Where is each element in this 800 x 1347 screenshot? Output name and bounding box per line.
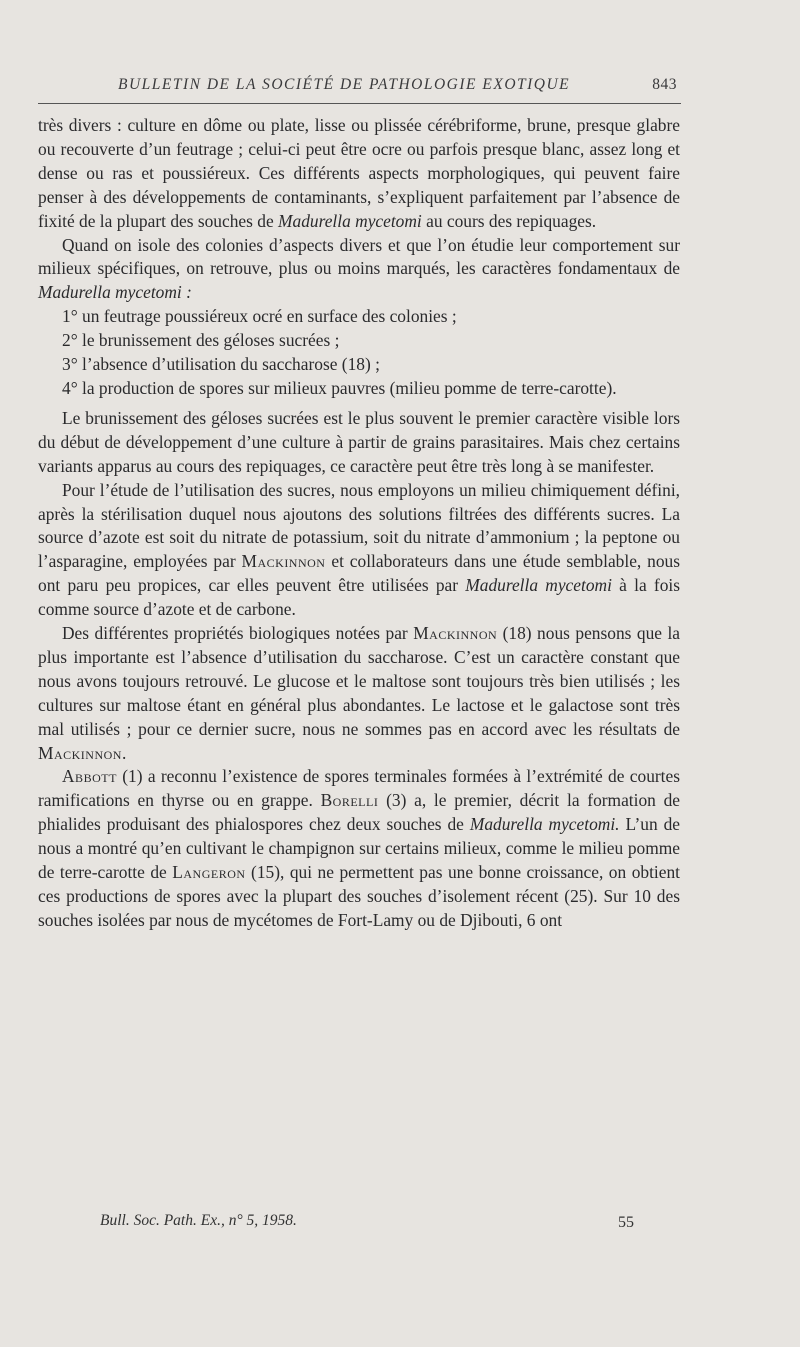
text-run: (15), qui ne permettent pas une bonne croissance, on obtient ces productions de spores avec la plupart des souches d’isolement récent (25). Sur 10 des souches isolées par nous de mycétomes de Fort-Lamy ou de Djibouti, 6 ont [38,862,680,930]
italic-text: Madurella mycetomi. [469,814,620,835]
page-footer [38,1212,680,1236]
signature-mark: 55 [618,1214,634,1231]
author-name: Borelli [320,790,379,811]
text-run: (18) nous pensons que la plus importante est l’absence d’utilisation du saccharose. C’est un caractère constant que nous avons toujours retrouvé. Le glucose et le maltose sont toujours très bien utilisés ; les cultures sur maltose étant en général plus abondantes. Le lactose et le galactose sont très mal utilisés ; pour ce dernier sucre, nous ne sommes pas en accord avec les résultats de [38,623,680,739]
author-name: Mackinnon [38,742,122,763]
paragraph [38,407,680,479]
article-body [38,114,680,933]
list-item: 1° un feutrage poussiéreux ocré en surface des colonies ; [62,306,457,327]
text-run: très divers : culture en dôme ou plate, lisse ou plissée cérébriforme, brune, presque glabre ou recouverte d’un feutrage ; celui-ci peut être ocre ou parfois presque blanc, assez long et dense ou ras et poussiéreux. Ces différents aspects morphologiques, qui peuvent faire penser à des développements de contaminants, s’expliquent parfaitement par l’absence de fixité de la plupart des souches de [38,115,680,231]
list-item: 3° l’absence d’utilisation du saccharose (18) ; [62,354,380,375]
text-run: L’un de nous a montré qu’en cultivant le champignon sur certains milieux, comme le milieu pomme de terre-carotte de [38,814,680,883]
author-name: Langeron [172,862,246,883]
text-run: . [121,742,127,763]
text-run: à la fois comme source d’azote et de carbone. [38,575,680,620]
italic-text: Madurella mycetomi [465,575,612,596]
list-item: 2° le brunissement des géloses sucrées ; [62,330,340,351]
text-run: Pour l’étude de l’utilisation des sucres, nous employons un milieu chimiquement défini, après la stérilisation duquel nous ajoutons des solutions filtrées des différents sucres. La source d’azote est soit du nitrate de potassium, soit du nitrate d’ammonium ; la peptone ou l’asparagine, employées par [38,479,680,572]
running-title: BULLETIN DE LA SOCIÉTÉ DE PATHOLOGIE EXOTIQUE [118,76,571,93]
page-number: 843 [652,76,677,93]
paragraph [38,765,680,932]
author-name: Mackinnon [413,623,498,644]
author-name: Mackinnon [241,551,326,572]
paragraph [38,114,680,234]
text-run: Quand on isole des colonies d’aspects divers et que l’on étudie leur comportement sur milieux spécifiques, on retrouve, plus ou moins marqués, les caractères fondamentaux de [38,234,680,279]
italic-text: Madurella mycetomi : [38,282,192,303]
list-item: 4° la production de spores sur milieux pauvres (milieu pomme de terre-carotte). [62,377,617,398]
text-run: Des différentes propriétés biologiques notées par [62,623,414,644]
author-name: Abbott [62,766,117,787]
text-run: (3) a, le premier, décrit la formation de phialides produisant des phialospores chez deux souches de [38,790,681,835]
header-rule [38,103,681,104]
paragraph [38,479,680,622]
text-run: (1) a reconnu l’existence de spores terminales formées à l’extrémité de courtes ramifications en thyrse ou en grappe. [38,766,680,811]
italic-text: Madurella mycetomi [278,210,422,231]
journal-citation: Bull. Soc. Path. Ex., n° 5, 1958. [100,1212,297,1229]
text-run: et collaborateurs dans une étude semblable, nous ont paru peu propices, car elles peuvent être utilisées par [38,551,680,596]
paragraph [38,622,680,765]
text-run: Le brunissement des géloses sucrées est le plus souvent le premier caractère visible lors du début de développement d’une culture à partir de grains parasitaires. Mais chez certains variants apparus au cours des repiquages, ce caractère peut être très long à se manifester. [38,407,680,476]
running-header [40,76,680,100]
paragraph [38,234,680,306]
text-run: au cours des repiquages. [421,210,597,231]
